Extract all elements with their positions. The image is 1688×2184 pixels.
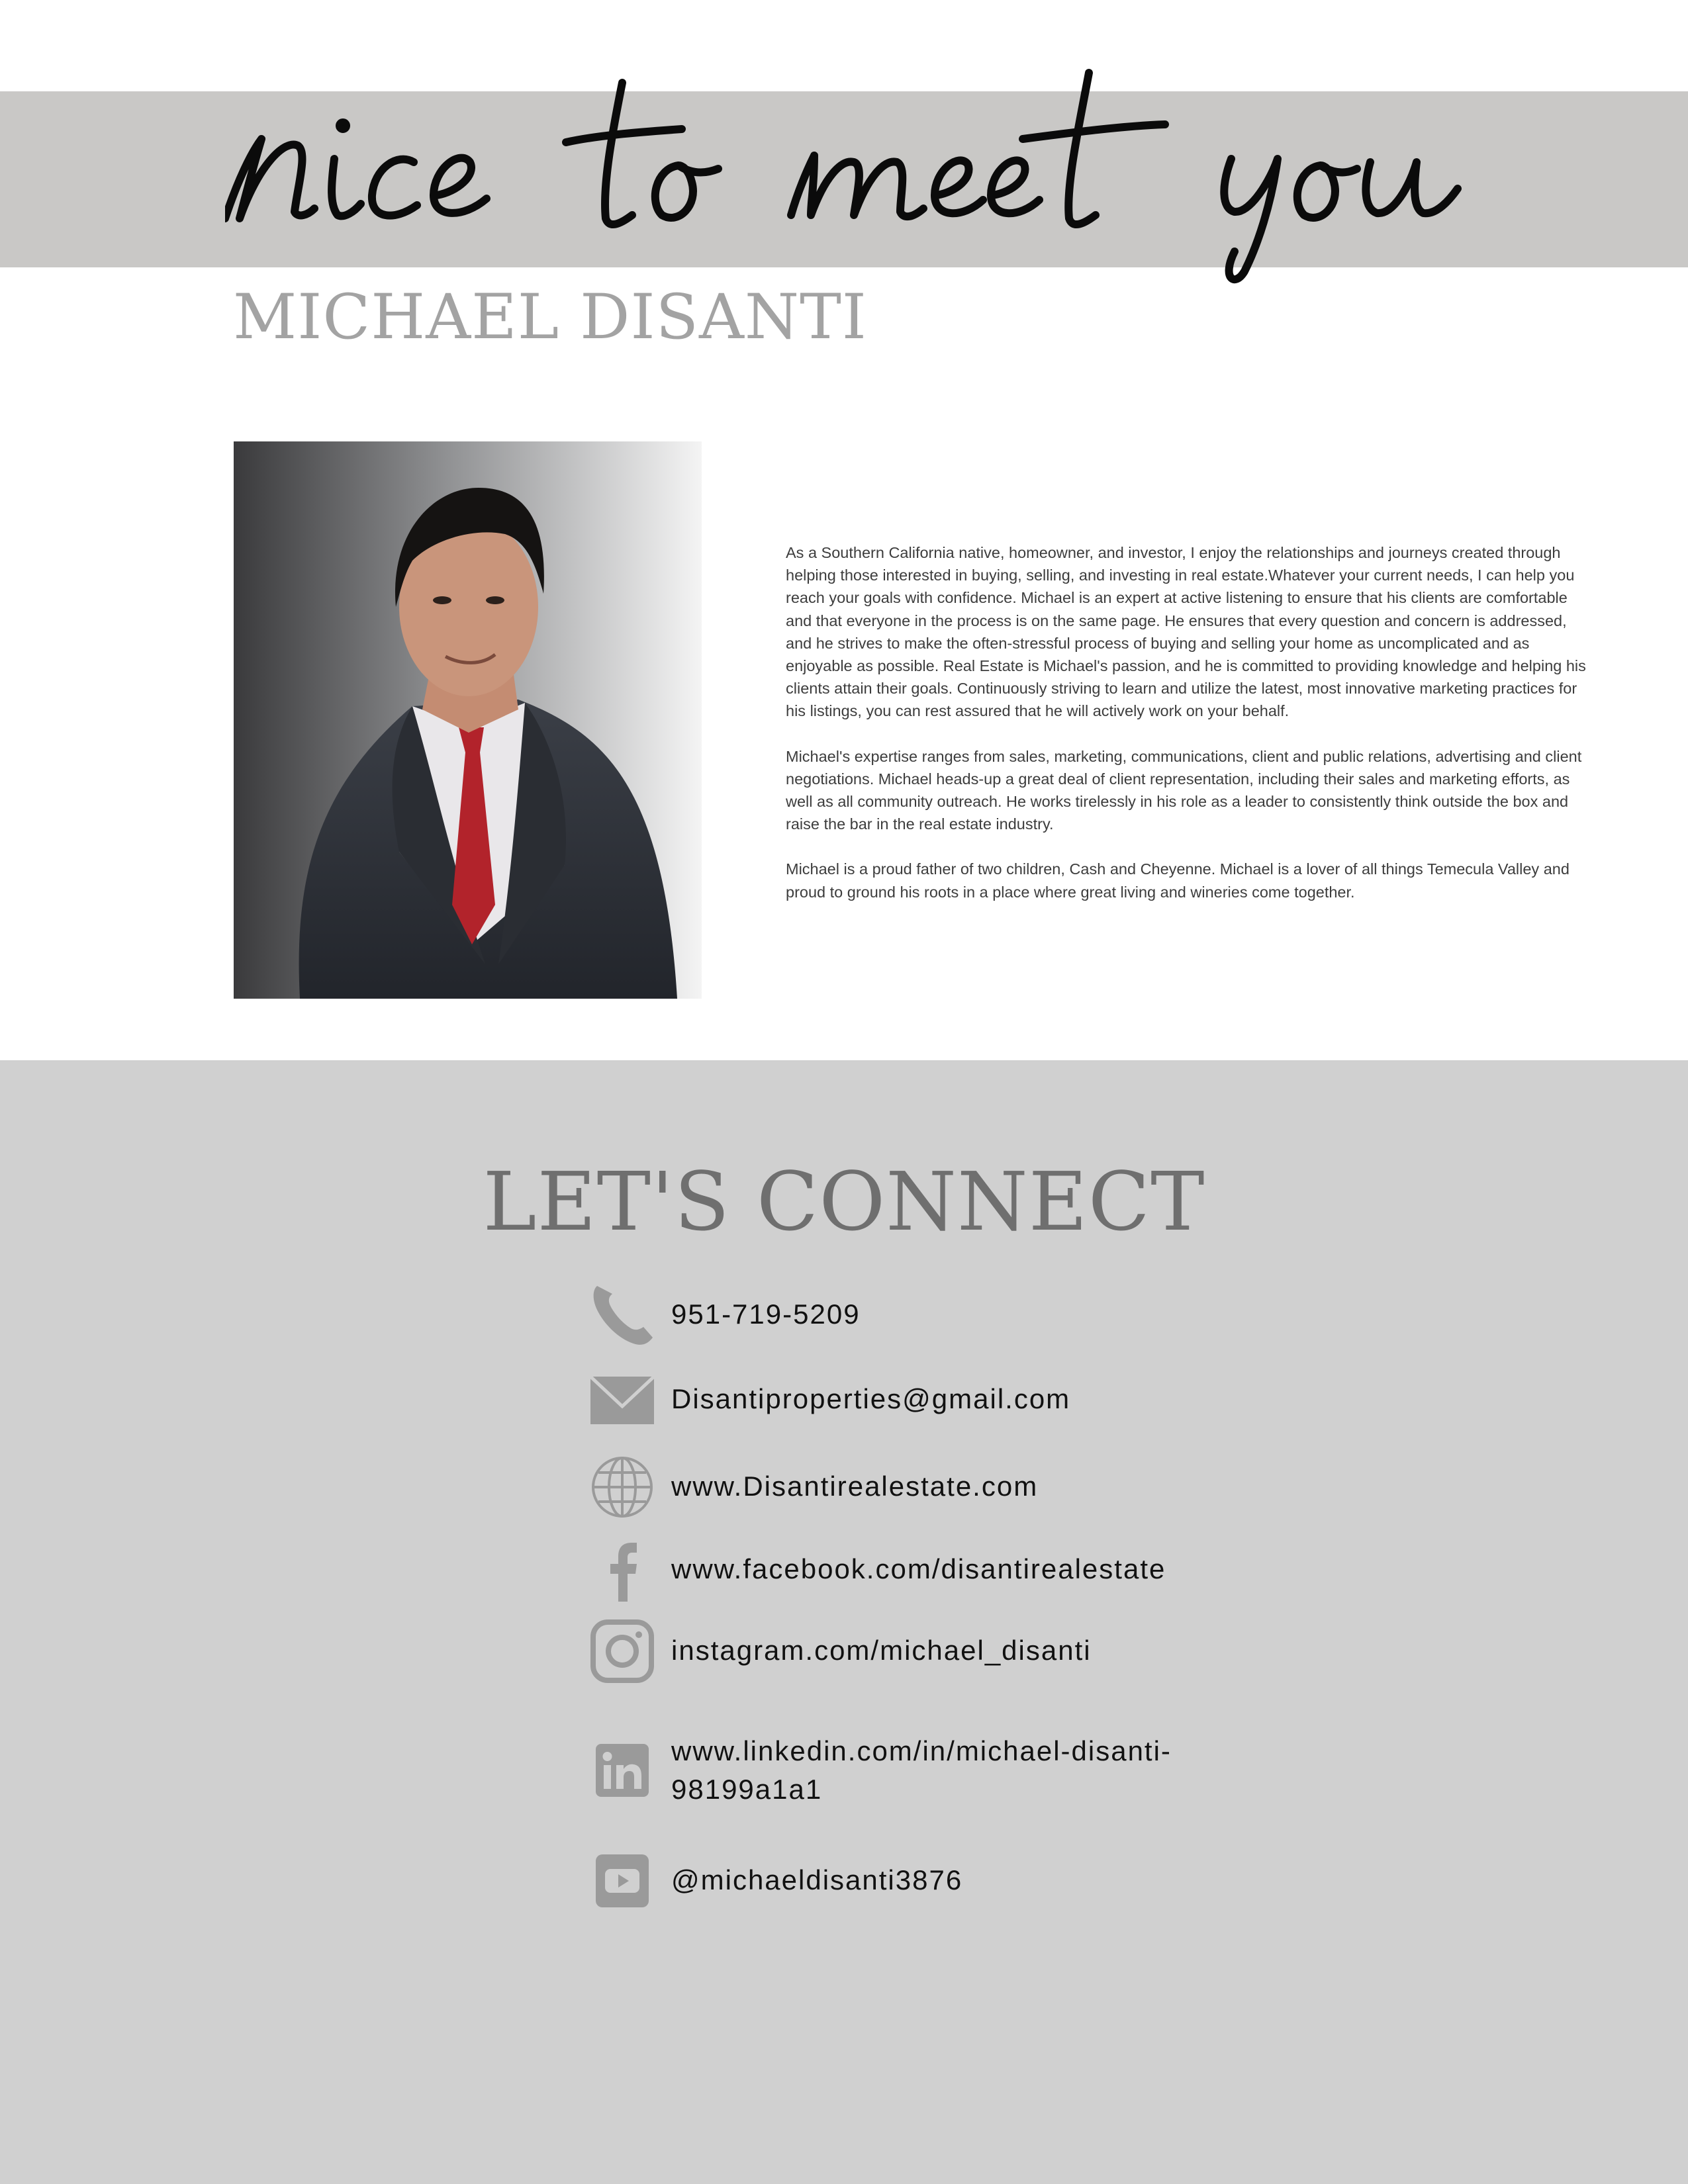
contact-linkedin-label-line2: 98199a1a1 (671, 1774, 823, 1805)
contact-phone-label: 951-719-5209 (671, 1298, 861, 1330)
connect-title: LET'S CONNECT (483, 1155, 1205, 1249)
contact-linkedin-label-line1: www.linkedin.com/in/michael-disanti- (671, 1735, 1172, 1766)
contact-instagram[interactable] (589, 1618, 1582, 1684)
contact-youtube-label: @michaeldisanti3876 (671, 1864, 963, 1895)
phone-icon (589, 1281, 655, 1347)
agent-portrait-photo (234, 441, 702, 999)
script-title-nice-to-meet-you (225, 26, 1549, 304)
facebook-icon (589, 1537, 655, 1603)
linkedin-icon (589, 1737, 655, 1803)
globe-icon (589, 1454, 655, 1520)
contact-youtube[interactable] (589, 1848, 1582, 1914)
contact-linkedin[interactable] (589, 1732, 1582, 1805)
contact-facebook[interactable] (589, 1537, 1582, 1603)
contact-facebook-label: www.facebook.com/disantirealestate (671, 1553, 1166, 1584)
contact-instagram-label: instagram.com/michael_disanti (671, 1635, 1092, 1666)
contact-email-label: Disantiproperties@gmail.com (671, 1383, 1071, 1414)
connect-section (0, 1060, 1688, 2184)
contact-phone[interactable] (589, 1281, 1582, 1347)
bio-paragraph: Michael's expertise ranges from sales, marketing, communications, client and public relations, advertising and client negotiations. Michael heads-up a great deal of client representation, including their sales and marketing efforts, as well as all community outreach. He works tirelessly in his role as a leader to consistently think outside the box and raise the bar in the real estate industry. (786, 747, 1582, 833)
instagram-icon (589, 1618, 655, 1684)
contact-email[interactable] (589, 1367, 1582, 1433)
youtube-icon (589, 1848, 655, 1914)
bio-paragraph: Michael is a proud father of two children, Cash and Cheyenne. Michael is a lover of all things Temecula Valley and proud to ground his roots in a place where great living and wineries come together. (786, 860, 1570, 901)
bio-text (786, 541, 1590, 926)
agent-name: MICHAEL DISANTI (233, 281, 867, 353)
contact-linkedin-label (671, 1732, 1172, 1809)
bio-paragraph: As a Southern California native, homeowner, and investor, I enjoy the relationships and journeys created through helping those interested in buying, selling, and investing in real estate.Whatever your current needs, I can help you reach your goals with confidence. Michael is an expert at active listening to ensure that his clients are comfortable and that everyone in the process is on the same page. He ensures that every question and concern is addressed, and he strives to make the often-stressful process of buying and selling your home as uncomplicated and as enjoyable as possible. Real Estate is Michael's passion, and he is committed to providing knowledge and helping his clients attain their goals. Continuously striving to learn and utilize the latest, most innovative marketing practices for his listings, you can rest assured that he will actively work on your behalf. (786, 544, 1586, 720)
contact-website-label: www.Disantirealestate.com (671, 1471, 1039, 1502)
mail-icon (589, 1367, 655, 1433)
contact-website[interactable] (589, 1454, 1582, 1520)
